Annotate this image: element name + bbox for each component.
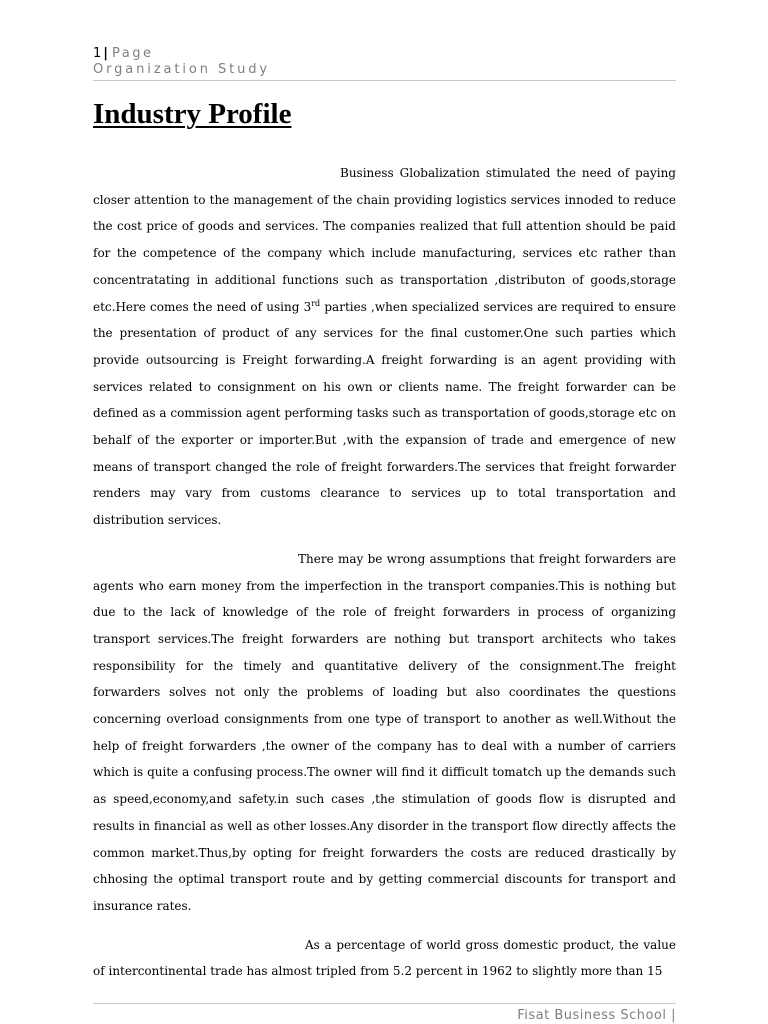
page-number: 1	[93, 46, 102, 61]
document-body	[93, 160, 676, 985]
paragraph-1-part-b: parties ,when specialized services are required to ensure the presentation of product of any services for the final customer.One such parties which provide outsourcing is Freight forwarding.A freight forwarding is an agent providing with services related to consignment on his own or clients name. The freight forwarder can be defined as a commission agent performing tasks such as transportation of goods,storage etc on behalf of the exporter or importer.But ,with the expansion of trade and emergence of new means of transport changed the role of freight forwarders.The services that freight forwarder renders may vary from customs clearance to services up to total transportation and distribution services.	[93, 299, 676, 528]
paragraph-1-part-a: Business Globalization stimulated the need of paying closer attention to the management of the chain providing logistics services innoded to reduce the cost price of goods and services. The companies realized that full attention should be paid for the competence of the company which include manufacturing, services etc rather than concentratating in additional functions such as transportation ,distributon of goods,storage etc.Here comes the need of using 3	[93, 166, 676, 314]
paragraph-3: As a percentage of world gross domestic product, the value of intercontinental trade has almost tripled from 5.2 percent in 1962 to slightly more than 15	[93, 937, 676, 979]
page-word: Page	[112, 46, 154, 61]
ordinal-superscript: rd	[311, 298, 321, 308]
paragraph-2: There may be wrong assumptions that freight forwarders are agents who earn money from the imperfection in the transport companies.This is nothing but due to the lack of knowledge of the role of freight forwarders in process of organizing transport services.The freight forwarders are nothing but transport architects who takes responsibility for the timely and quantitative delivery of the consignment.The freight forwarders solves not only the problems of loading but also coordinates the questions concerning overload consignments from one type of transport to another as well.Without the help of freight forwarders ,the owner of the company has to deal with a number of carriers which is quite a confusing process.The owner will find it difficult tomatch up the demands such as speed,economy,and safety.in such cases ,the stimulation of goods flow is disrupted and results in financial as well as other losses.Any disorder in the transport flow directly affects the common market.Thus,by opting for freight forwarders the costs are reduced drastically by chhosing the optimal transport route and by getting commercial discounts for transport and insurance rates.	[93, 551, 676, 913]
header-separator: |	[103, 46, 109, 61]
header-subtitle: Organization Study	[93, 62, 270, 77]
paragraph-1	[93, 160, 676, 534]
page-footer: Fisat Business School |	[93, 1003, 676, 1023]
page-title: Industry Profile	[93, 98, 292, 130]
page-header	[93, 46, 676, 81]
page-number-line	[93, 46, 676, 62]
